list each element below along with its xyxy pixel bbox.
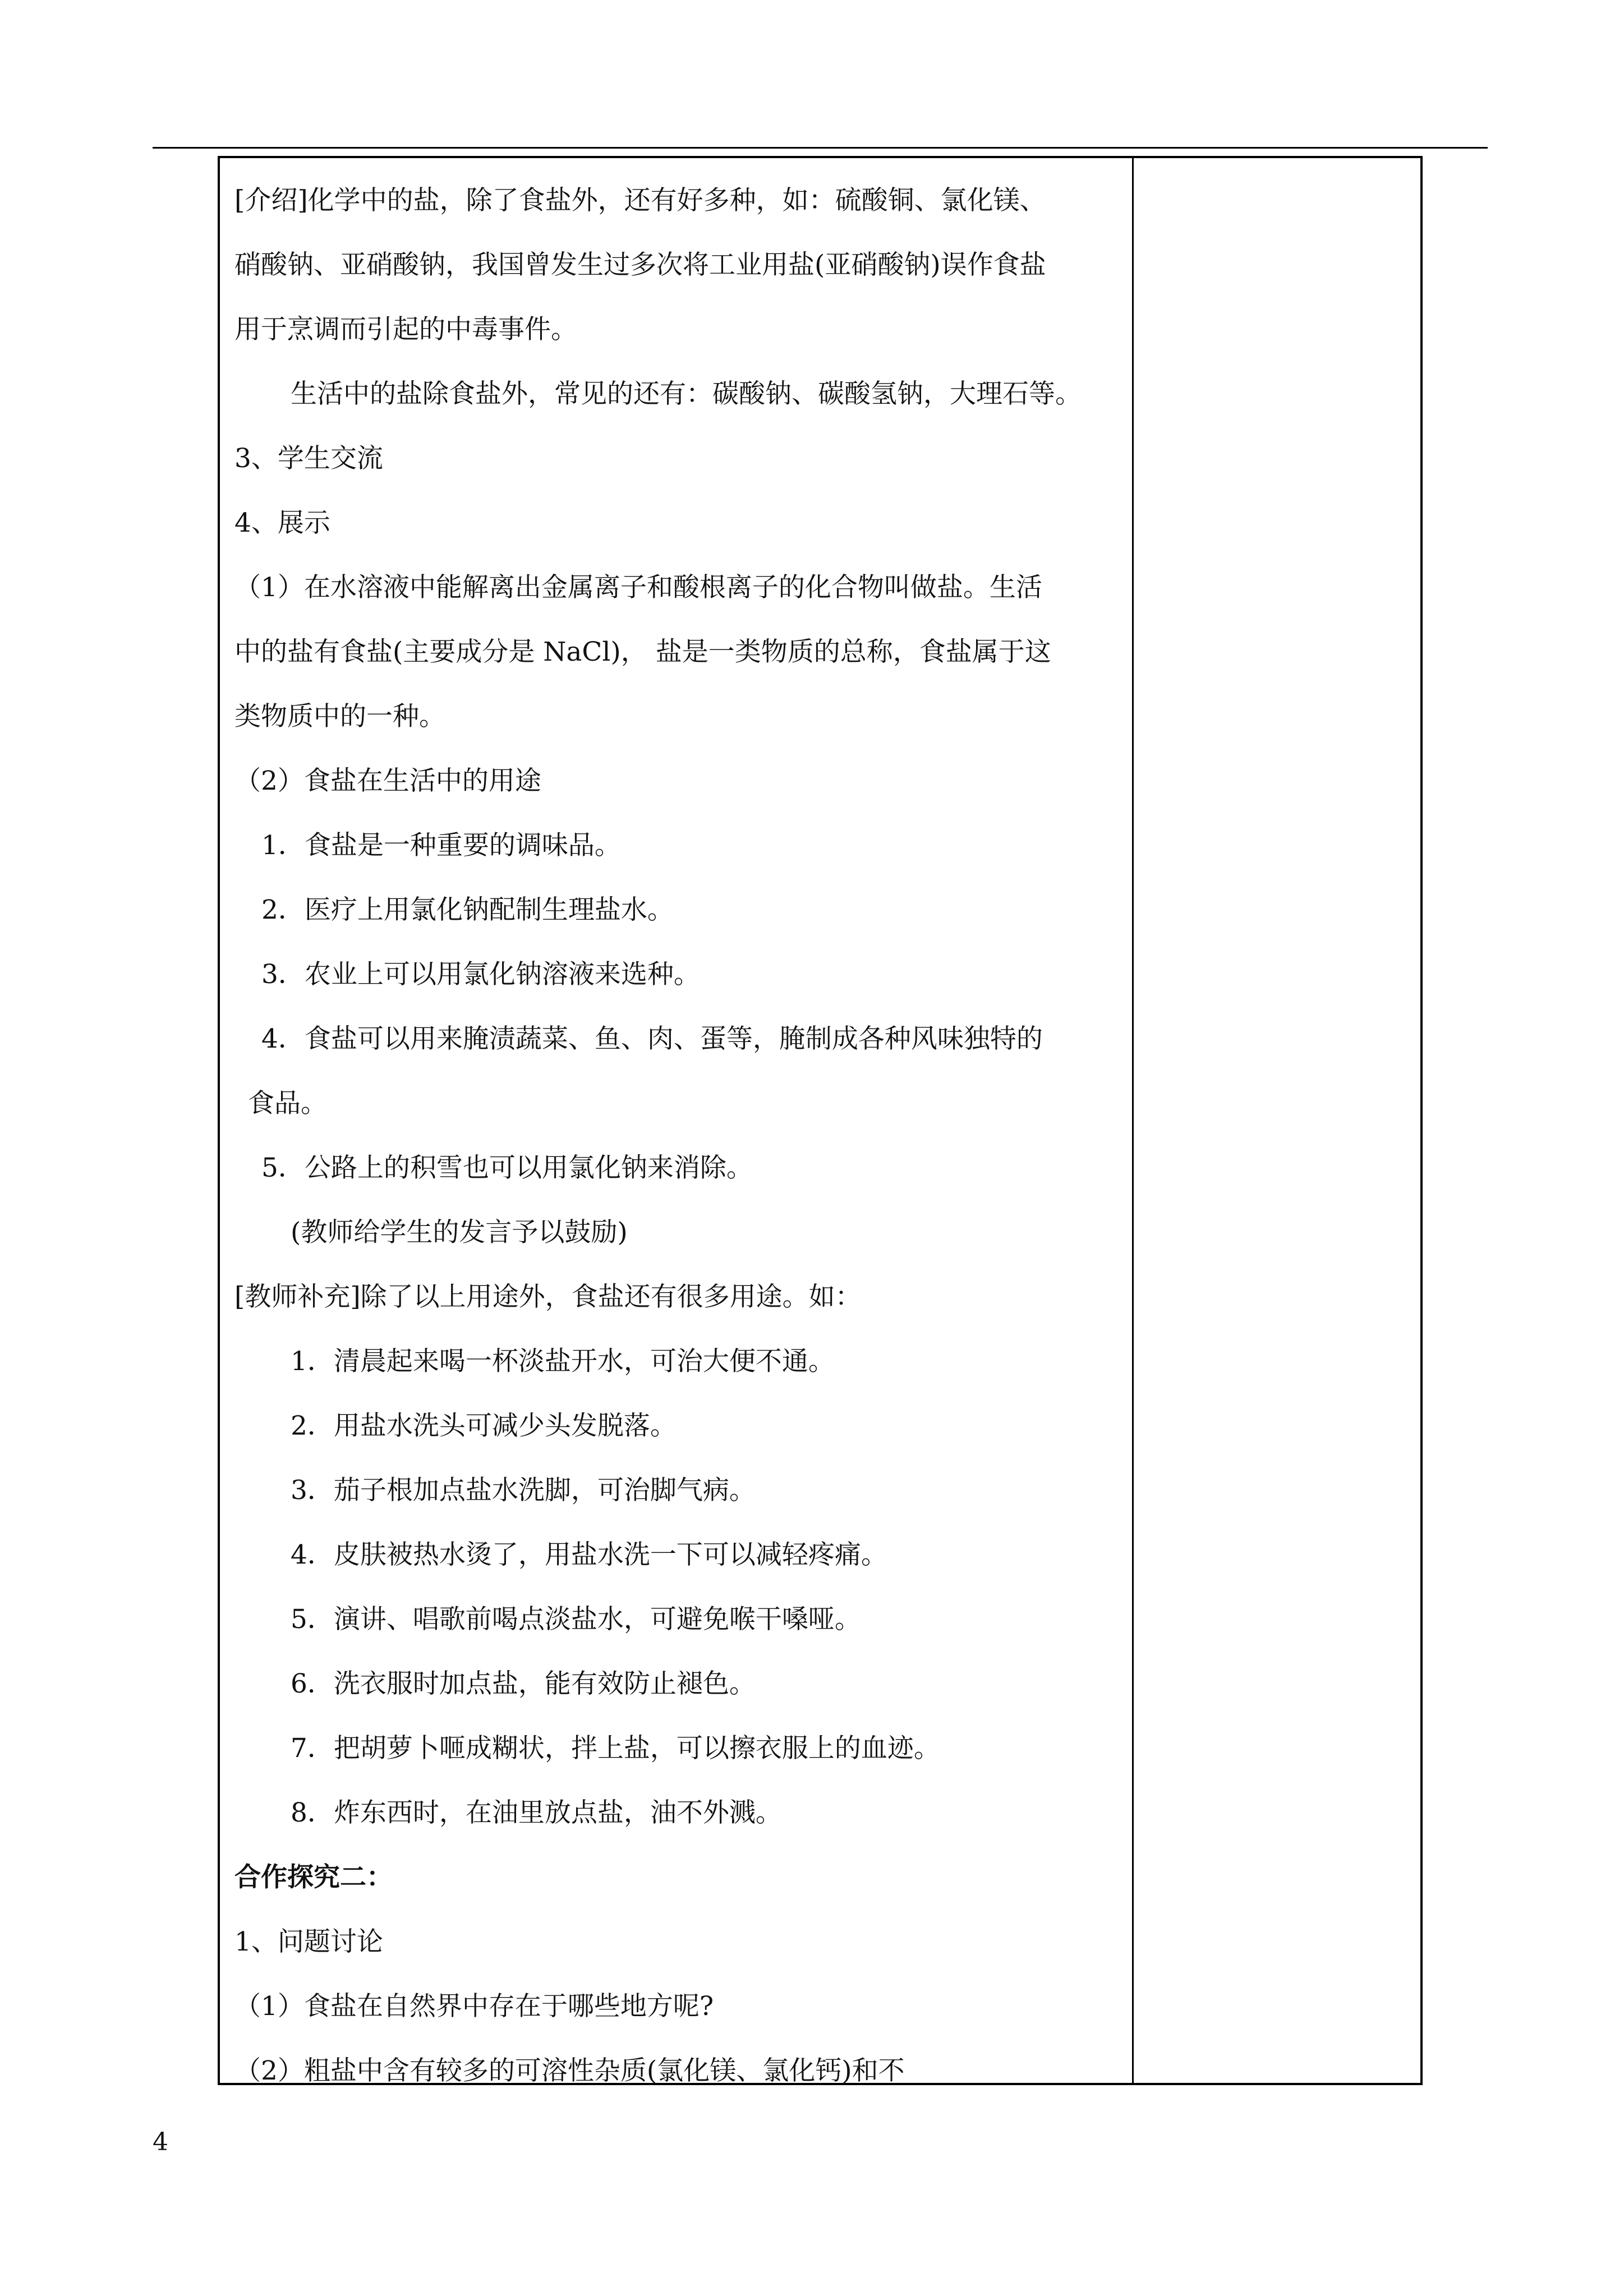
text-line: 7．把胡萝卜咂成糊状，拌上盐，可以擦衣服上的血迹。 bbox=[291, 1733, 940, 1764]
text-line: 生活中的盐除食盐外，常见的还有：碳酸钠、碳酸氢钠，大理石等。 bbox=[291, 379, 1082, 409]
text-line: 8．炸东西时，在油里放点盐，油不外溅。 bbox=[291, 1797, 782, 1828]
text-line: 1．清晨起来喝一杯淡盐开水，可治大便不通。 bbox=[291, 1346, 835, 1377]
text-line: 1、问题讨论 bbox=[234, 1926, 383, 1957]
table-column-divider bbox=[1132, 156, 1134, 2085]
text-line: [介绍]化学中的盐，除了食盐外，还有好多种，如：硫酸铜、氯化镁、 bbox=[234, 185, 1046, 216]
text-line: 类物质中的一种。 bbox=[234, 701, 445, 732]
table-cell-content bbox=[234, 168, 1121, 2103]
text-line: （1）在水溶液中能解离出金属离子和酸根离子的化合物叫做盐。生活 bbox=[234, 572, 1042, 603]
text-line: 食品。 bbox=[248, 1088, 327, 1119]
text-line: 2．用盐水洗头可减少头发脱落。 bbox=[291, 1410, 677, 1441]
text-line: (教师给学生的发言予以鼓励) bbox=[291, 1217, 628, 1248]
text-line: （1）食盐在自然界中存在于哪些地方呢? bbox=[234, 1991, 714, 2022]
text-line: 3．农业上可以用氯化钠溶液来选种。 bbox=[261, 959, 700, 990]
text-line: 4．皮肤被热水烫了，用盐水洗一下可以减轻疼痛。 bbox=[291, 1539, 887, 1570]
text-line: （2）食盐在生活中的用途 bbox=[234, 766, 541, 796]
text-line: 1．食盐是一种重要的调味品。 bbox=[261, 830, 621, 861]
text-line: 硝酸钠、亚硝酸钠，我国曾发生过多次将工业用盐(亚硝酸钠)误作食盐 bbox=[234, 250, 1046, 280]
text-line: [教师补充]除了以上用途外，食盐还有很多用途。如： bbox=[234, 1281, 862, 1312]
text-line: （2）粗盐中含有较多的可溶性杂质(氯化镁、氯化钙)和不 bbox=[234, 2055, 905, 2086]
text-line: 2．医疗上用氯化钠配制生理盐水。 bbox=[261, 895, 674, 925]
text-line: 4．食盐可以用来腌渍蔬菜、鱼、肉、蛋等，腌制成各种风味独特的 bbox=[261, 1023, 1043, 1054]
page-number: 4 bbox=[153, 2128, 168, 2156]
text-line: 5．演讲、唱歌前喝点淡盐水，可避免喉干嗓哑。 bbox=[291, 1604, 861, 1635]
text-line: 5．公路上的积雪也可以用氯化钠来消除。 bbox=[261, 1152, 753, 1183]
text-line: 中的盐有食盐(主要成分是 NaCl)， 盐是一类物质的总称，食盐属于这 bbox=[234, 637, 1051, 667]
text-line: 3．茄子根加点盐水洗脚，可治脚气病。 bbox=[291, 1475, 756, 1506]
text-line: 用于烹调而引起的中毒事件。 bbox=[234, 314, 577, 345]
header-rule bbox=[153, 147, 1488, 149]
text-line: 6．洗衣服时加点盐，能有效防止褪色。 bbox=[291, 1668, 756, 1699]
text-line: 3、学生交流 bbox=[234, 443, 383, 474]
text-line: 4、展示 bbox=[234, 508, 330, 538]
section-heading: 合作探究二： bbox=[234, 1862, 393, 1893]
